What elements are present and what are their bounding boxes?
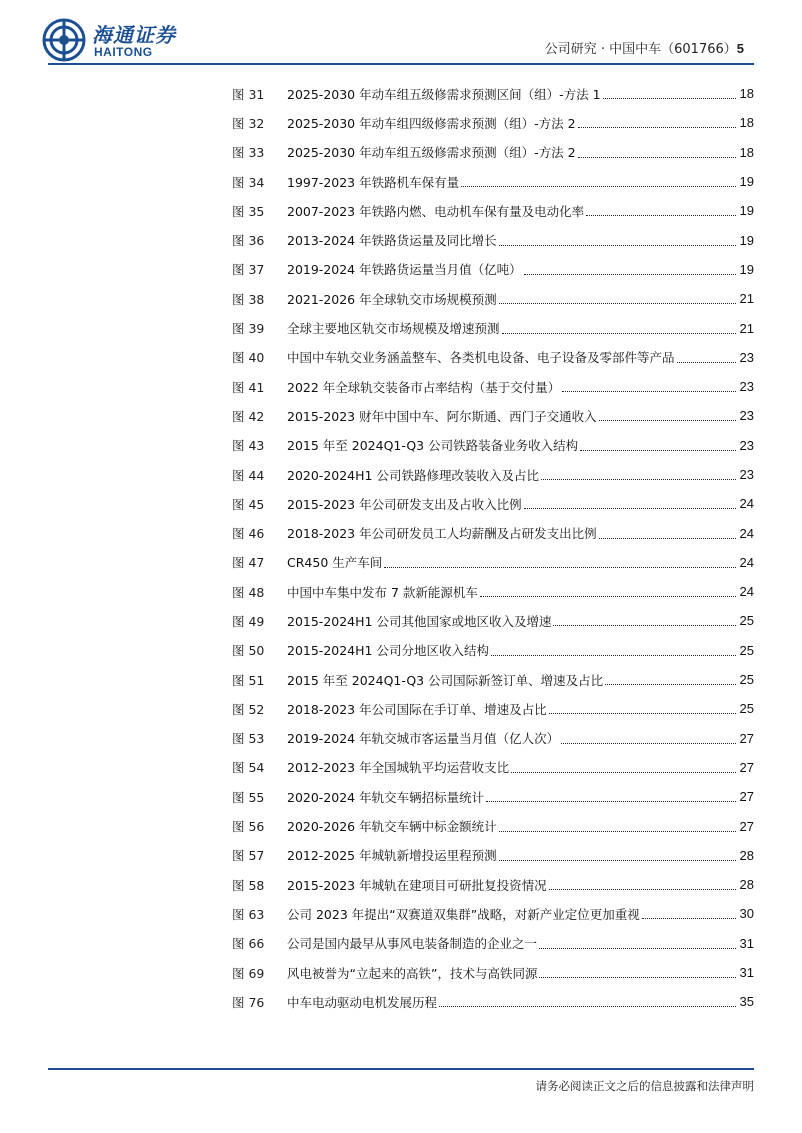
- figure-title: 2015-2023 年公司研发支出及占收入比例: [287, 496, 522, 512]
- figure-title: 2025-2030 年动车组五级修需求预测区间（组）-方法 1: [287, 86, 601, 102]
- figure-title: CR450 生产车间: [287, 555, 383, 571]
- figure-title: 2018-2023 年公司研发员工人均薪酬及占研发支出比例: [287, 526, 597, 542]
- dot-leader: [499, 245, 736, 246]
- dot-leader: [439, 1006, 736, 1007]
- dot-leader: [524, 274, 736, 275]
- figure-number: 图 49: [232, 613, 265, 629]
- figure-title: 2012-2025 年城轨新增投运里程预测: [287, 848, 497, 864]
- page-reference: 24: [739, 496, 754, 512]
- figure-number: 图 44: [232, 467, 265, 483]
- figure-title: 公司 2023 年提出“双赛道双集群”战略，对新产业定位更加重视: [287, 906, 640, 922]
- figure-number: 图 50: [232, 643, 265, 659]
- toc-row[interactable]: [232, 724, 754, 753]
- figure-title: 2013-2024 年铁路货运量及同比增长: [287, 233, 497, 249]
- page-reference: 18: [739, 144, 754, 160]
- haitong-logo: [42, 18, 182, 62]
- report-title: 公司研究 · 中国中车（601766）: [544, 42, 737, 57]
- page-reference: 25: [739, 613, 754, 629]
- figure-number: 图 46: [232, 526, 265, 542]
- page-reference: 30: [739, 906, 754, 922]
- dot-leader: [549, 889, 736, 890]
- logo-chinese-text: 海通证券: [92, 23, 176, 47]
- figure-number: 图 57: [232, 848, 265, 864]
- page-reference: 31: [739, 965, 754, 981]
- page-reference: 23: [739, 467, 754, 482]
- figure-title: 2007-2023 年铁路内燃、电动机车保有量及电动化率: [287, 203, 585, 219]
- toc-row[interactable]: [232, 636, 754, 665]
- page-reference: 25: [739, 701, 754, 717]
- dot-leader: [384, 567, 736, 568]
- toc-row[interactable]: [232, 313, 754, 342]
- page-reference: 27: [739, 818, 754, 834]
- toc-row[interactable]: [232, 899, 754, 928]
- toc-row[interactable]: [232, 811, 754, 840]
- figure-number: 图 53: [232, 731, 265, 747]
- header-divider: [48, 63, 754, 65]
- page-header: [0, 0, 802, 76]
- page-reference: 28: [739, 847, 754, 863]
- figure-title: 2015-2024H1 公司分地区收入结构: [287, 643, 489, 659]
- figure-title: 中国中车轨交业务涵盖整车、各类机电设备、电子设备及零部件等产品: [287, 350, 675, 366]
- toc-row[interactable]: [232, 548, 754, 577]
- dot-leader: [562, 391, 736, 392]
- dot-leader: [605, 684, 736, 685]
- page-reference: 35: [739, 994, 754, 1010]
- figure-title: 公司是国内最早从事风电装备制造的企业之一: [287, 936, 538, 952]
- dot-leader: [461, 186, 736, 187]
- figure-number: 图 56: [232, 819, 265, 835]
- figure-number: 图 36: [232, 233, 265, 249]
- dot-leader: [539, 948, 736, 949]
- figure-number: 图 55: [232, 789, 265, 805]
- figure-title: 2019-2024 年轨交城市客运量当月值（亿人次）: [287, 731, 560, 747]
- dot-leader: [541, 479, 736, 480]
- dot-leader: [511, 772, 736, 773]
- page-reference: 19: [739, 203, 754, 219]
- figure-number: 图 35: [232, 203, 265, 219]
- figure-number: 图 37: [232, 262, 265, 278]
- page-reference: 25: [739, 672, 754, 688]
- dot-leader: [480, 596, 736, 597]
- figure-title: 风电被誉为“立起来的高铁”，技术与高铁同源: [287, 965, 538, 981]
- figure-number: 图 43: [232, 438, 265, 454]
- page-reference: 27: [739, 759, 754, 775]
- page-reference: 19: [739, 174, 754, 190]
- toc-row[interactable]: [232, 987, 754, 1016]
- dot-leader: [499, 303, 736, 304]
- dot-leader: [578, 127, 736, 128]
- report-running-head: [545, 38, 744, 57]
- figure-number: 图 42: [232, 408, 265, 424]
- toc-row[interactable]: [232, 225, 754, 254]
- dot-leader: [603, 98, 736, 99]
- dot-leader: [561, 743, 736, 744]
- toc-row[interactable]: [232, 255, 754, 284]
- dot-leader: [502, 333, 736, 334]
- page-reference: 24: [739, 525, 754, 541]
- figure-title: 中车电动驱动电机发展历程: [287, 994, 438, 1010]
- dot-leader: [499, 860, 736, 861]
- toc-row[interactable]: [232, 694, 754, 723]
- page-reference: 24: [739, 584, 754, 600]
- toc-row[interactable]: [232, 782, 754, 811]
- figure-title: 中国中车集中发布 7 款新能源机车: [287, 584, 478, 600]
- page-reference: 21: [739, 320, 754, 336]
- figure-title: 2025-2030 年动车组四级修需求预测（组）-方法 2: [287, 115, 576, 131]
- figure-number: 图 48: [232, 584, 265, 600]
- dot-leader: [642, 918, 736, 919]
- figure-title: 2020-2024H1 公司铁路修理改装收入及占比: [287, 467, 539, 483]
- figure-title: 2015-2023 财年中国中车、阿尔斯通、西门子交通收入: [287, 408, 597, 424]
- figure-number: 图 32: [232, 115, 265, 131]
- haitong-emblem-icon: [42, 18, 86, 62]
- figure-title: 全球主要地区轨交市场规模及增速预测: [287, 321, 500, 337]
- figure-title: 2018-2023 年公司国际在手订单、增速及占比: [287, 701, 547, 717]
- figure-number: 图 33: [232, 145, 265, 161]
- dot-leader: [580, 450, 736, 451]
- figure-number: 图 41: [232, 379, 265, 395]
- figure-number: 图 58: [232, 877, 265, 893]
- figure-title: 2012-2023 年全国城轨平均运营收支比: [287, 760, 510, 776]
- figure-list: [232, 79, 754, 1017]
- figure-number: 图 76: [232, 994, 265, 1010]
- page-reference: 18: [739, 115, 754, 131]
- page-reference: 27: [739, 789, 754, 805]
- figure-title: 2021-2026 年全球轨交市场规模预测: [287, 291, 497, 307]
- figure-number: 图 69: [232, 965, 265, 981]
- figure-number: 图 34: [232, 174, 265, 190]
- toc-row[interactable]: [232, 284, 754, 313]
- page-reference: 23: [739, 437, 754, 453]
- figure-title: 1997-2023 年铁路机车保有量: [287, 174, 460, 190]
- figure-number: 图 39: [232, 321, 265, 337]
- toc-row[interactable]: [232, 958, 754, 987]
- page-reference: 23: [739, 408, 754, 424]
- page-reference: 21: [739, 291, 754, 307]
- toc-row[interactable]: [232, 108, 754, 137]
- toc-row[interactable]: [232, 577, 754, 606]
- figure-title: 2015-2024H1 公司其他国家或地区收入及增速: [287, 613, 552, 629]
- toc-row[interactable]: [232, 372, 754, 401]
- dot-leader: [586, 215, 736, 216]
- figure-title: 2015-2023 年城轨在建项目可研批复投资情况: [287, 877, 547, 893]
- figure-number: 图 31: [232, 86, 265, 102]
- page-reference: 18: [739, 86, 754, 102]
- page-reference: 28: [739, 877, 754, 893]
- dot-leader: [553, 625, 736, 626]
- page-reference: 24: [739, 554, 754, 570]
- toc-row[interactable]: [232, 870, 754, 899]
- figure-title: 2020-2026 年轨交车辆中标金额统计: [287, 819, 497, 835]
- figure-title: 2025-2030 年动车组五级修需求预测（组）-方法 2: [287, 145, 576, 161]
- figure-title: 2020-2024 年轨交车辆招标量统计: [287, 789, 485, 805]
- toc-row[interactable]: [232, 167, 754, 196]
- dot-leader: [524, 508, 736, 509]
- footer-divider: [48, 1068, 754, 1070]
- figure-title: 2022 年全球轨交装备市占率结构（基于交付量）: [287, 379, 561, 395]
- toc-row[interactable]: [232, 460, 754, 489]
- dot-leader: [549, 713, 736, 714]
- dot-leader: [599, 538, 736, 539]
- toc-row[interactable]: [232, 929, 754, 958]
- figure-number: 图 63: [232, 906, 265, 922]
- dot-leader: [499, 831, 736, 832]
- footer-disclaimer: 请务必阅读正文之后的信息披露和法律声明: [535, 1079, 754, 1093]
- page-reference: 31: [739, 935, 754, 951]
- page-reference: 23: [739, 349, 754, 365]
- logo-english-text: HAITONG: [94, 45, 153, 59]
- page-reference: 19: [739, 261, 754, 277]
- figure-number: 图 54: [232, 760, 265, 776]
- toc-row[interactable]: [232, 196, 754, 225]
- page-number: 5: [736, 41, 744, 56]
- dot-leader: [599, 420, 736, 421]
- dot-leader: [539, 977, 736, 978]
- toc-row[interactable]: [232, 518, 754, 547]
- figure-title: 2015 年至 2024Q1-Q3 公司国际新签订单、增速及占比: [287, 672, 604, 688]
- page-reference: 19: [739, 232, 754, 248]
- figure-number: 图 47: [232, 555, 265, 571]
- toc-row[interactable]: [232, 431, 754, 460]
- page-reference: 27: [739, 730, 754, 746]
- page-reference: 23: [739, 379, 754, 395]
- figure-title: 2019-2024 年铁路货运量当月值（亿吨）: [287, 262, 522, 278]
- toc-row[interactable]: [232, 138, 754, 167]
- toc-row[interactable]: [232, 79, 754, 108]
- figure-title: 2015 年至 2024Q1-Q3 公司铁路装备业务收入结构: [287, 438, 579, 454]
- page-reference: 25: [739, 642, 754, 658]
- toc-row[interactable]: [232, 401, 754, 430]
- dot-leader: [486, 801, 736, 802]
- figure-number: 图 66: [232, 936, 265, 952]
- dot-leader: [578, 157, 736, 158]
- toc-row[interactable]: [232, 841, 754, 870]
- toc-row[interactable]: [232, 606, 754, 635]
- toc-row[interactable]: [232, 343, 754, 372]
- figure-number: 图 51: [232, 672, 265, 688]
- dot-leader: [677, 362, 736, 363]
- toc-row[interactable]: [232, 665, 754, 694]
- toc-row[interactable]: [232, 753, 754, 782]
- figure-number: 图 38: [232, 291, 265, 307]
- figure-number: 图 45: [232, 496, 265, 512]
- dot-leader: [491, 655, 736, 656]
- figure-number: 图 52: [232, 701, 265, 717]
- figure-number: 图 40: [232, 350, 265, 366]
- toc-row[interactable]: [232, 489, 754, 518]
